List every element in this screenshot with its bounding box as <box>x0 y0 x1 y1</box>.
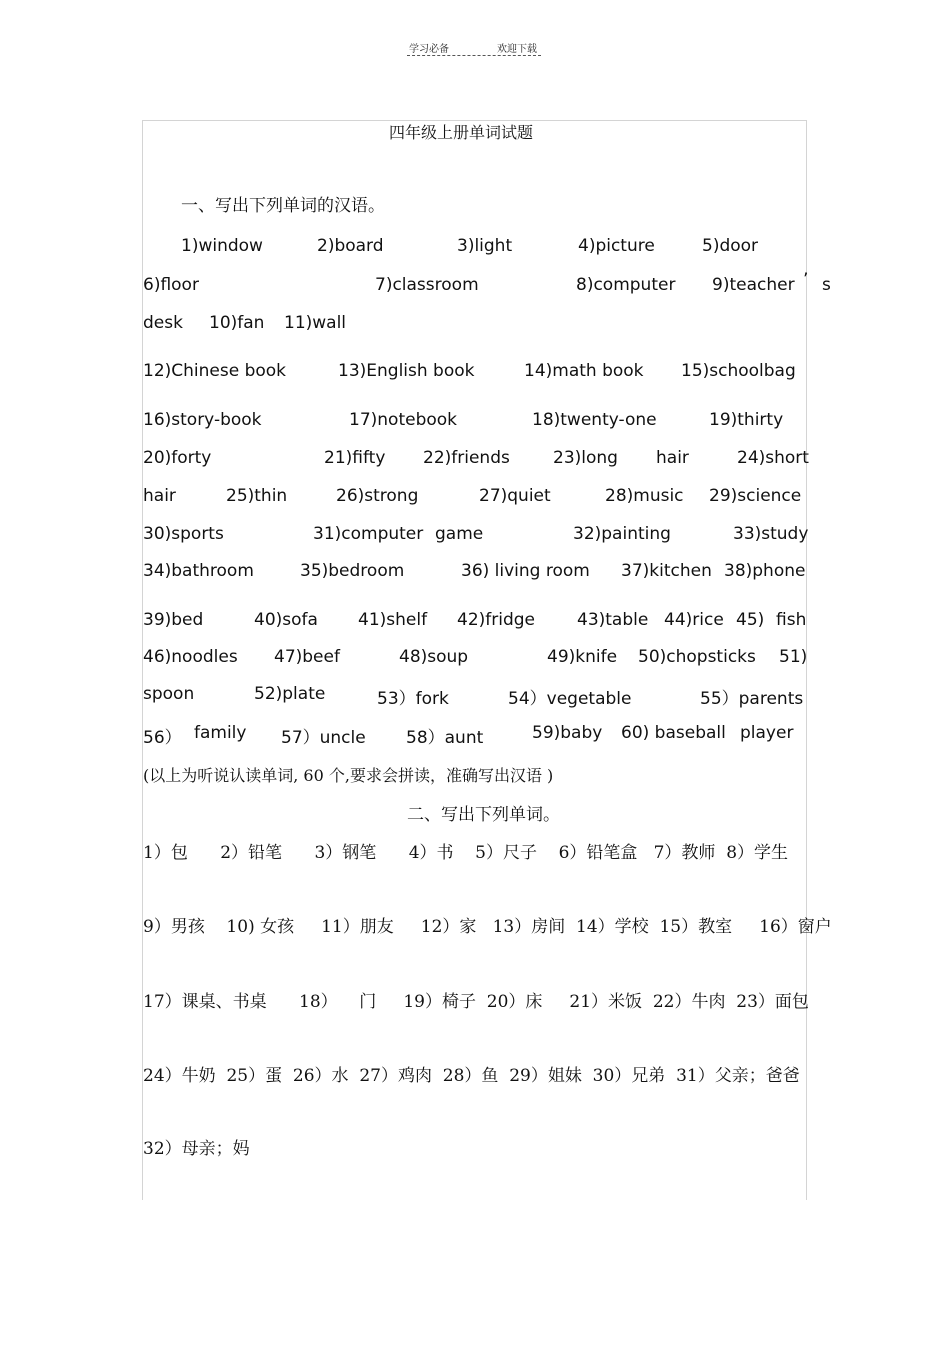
section2-heading: 二、写出下列单词。 <box>407 805 560 825</box>
word-item: 42)fridge <box>457 610 536 630</box>
word-item: 19)thirty <box>709 410 784 430</box>
section2-line: 32）母亲；妈 <box>143 1139 250 1159</box>
word-item: 23)long <box>553 448 618 468</box>
word-item: 43)table <box>577 610 649 630</box>
word-item: 59)baby <box>532 723 603 743</box>
word-item: 29)science <box>709 486 802 506</box>
word-item: 30)sports <box>143 524 224 544</box>
word-item: 56） <box>143 728 182 748</box>
word-item: 5)door <box>702 236 759 256</box>
section1-heading: 一、写出下列单词的汉语。 <box>181 196 385 216</box>
word-item: 40)sofa <box>254 610 318 630</box>
word-item: fish <box>776 610 807 630</box>
word-item: 54）vegetable <box>508 689 632 709</box>
word-item: 2)board <box>317 236 384 256</box>
word-item: 25)thin <box>226 486 288 506</box>
word-item: 28)music <box>605 486 684 506</box>
word-item: hair <box>143 486 176 506</box>
word-item: spoon <box>143 684 195 704</box>
word-item: hair <box>656 448 689 468</box>
word-item: 49)knife <box>547 647 618 667</box>
word-item: 41)shelf <box>358 610 428 630</box>
word-item: 22)friends <box>423 448 510 468</box>
word-item: player <box>740 723 794 743</box>
section2-line: 17）课桌、书桌 18） 门 19）椅子 20）床 21）米饭 22）牛肉 23）面包 <box>143 992 809 1012</box>
word-item: 12)Chinese book <box>143 361 287 381</box>
word-item: desk <box>143 313 183 333</box>
word-item: 36) living room <box>461 561 590 581</box>
word-item: 38)phone <box>724 561 806 581</box>
word-item: 18)twenty-one <box>532 410 657 430</box>
page-title: 四年级上册单词试题 <box>389 123 534 142</box>
word-item: 1)window <box>181 236 263 256</box>
word-item: 4)picture <box>578 236 655 256</box>
header-divider <box>407 55 541 56</box>
word-item: 8)computer <box>576 275 676 295</box>
word-item: 34)bathroom <box>143 561 254 581</box>
word-item: 55）parents <box>700 689 804 709</box>
word-item: 13)English book <box>338 361 475 381</box>
word-item: family <box>194 723 247 743</box>
word-item: 44)rice <box>664 610 724 630</box>
word-item: 11)wall <box>284 313 347 333</box>
word-item: 51) <box>779 647 808 667</box>
header-right-text: 欢迎下载 <box>497 44 537 55</box>
word-item: 20)forty <box>143 448 212 468</box>
section2-line: 1）包 2）铅笔 3）钢笔 4）书 5）尺子 6）铅笔盒 7）教师 8）学生 <box>143 843 789 863</box>
header-left-text: 学习必备 <box>409 44 449 55</box>
word-item: 57）uncle <box>281 728 366 748</box>
word-item: 50)chopsticks <box>638 647 756 667</box>
word-item: 46)noodles <box>143 647 238 667</box>
word-item: 58）aunt <box>406 728 484 748</box>
word-item: 35)bedroom <box>300 561 405 581</box>
word-item: 16)story-book <box>143 410 262 430</box>
word-item: 6)floor <box>143 275 199 295</box>
word-item: 24)short <box>737 448 809 468</box>
word-item: 7)classroom <box>375 275 479 295</box>
word-item: 17)notebook <box>349 410 458 430</box>
word-item: 52)plate <box>254 684 326 704</box>
word-item: 47)beef <box>274 647 340 667</box>
word-item: 33)study <box>733 524 809 544</box>
section2-line: 9）男孩 10) 女孩 11）朋友 12）家 13）房间 14）学校 15）教室 16）窗户 <box>143 917 832 937</box>
word-item: s <box>822 275 831 295</box>
word-item: 10)fan <box>209 313 265 333</box>
word-item: 53）fork <box>377 689 449 709</box>
word-item: 21)fifty <box>324 448 386 468</box>
word-item: 45) <box>736 610 765 630</box>
section1-note: (以上为听说认读单词, 60 个,要求会拼读，准确写出汉语 ) <box>143 766 554 785</box>
word-item: game <box>435 524 484 544</box>
word-item: 39)bed <box>143 610 204 630</box>
word-item: 48)soup <box>399 647 469 667</box>
word-item: 60) baseball <box>621 723 726 743</box>
word-item: 14)math book <box>524 361 644 381</box>
word-item: 31)computer <box>313 524 424 544</box>
word-item: 9)teacher <box>712 275 795 295</box>
word-item: 26)strong <box>336 486 419 506</box>
section2-line: 24）牛奶 25）蛋 26）水 27）鸡肉 28）鱼 29）姐妹 30）兄弟 31）父亲；爸爸 <box>143 1066 800 1086</box>
word-item: ’ <box>803 270 809 290</box>
word-item: 32)painting <box>573 524 671 544</box>
word-item: 27)quiet <box>479 486 551 506</box>
word-item: 3)light <box>457 236 513 256</box>
word-item: 37)kitchen <box>621 561 712 581</box>
word-item: 15)schoolbag <box>681 361 796 381</box>
